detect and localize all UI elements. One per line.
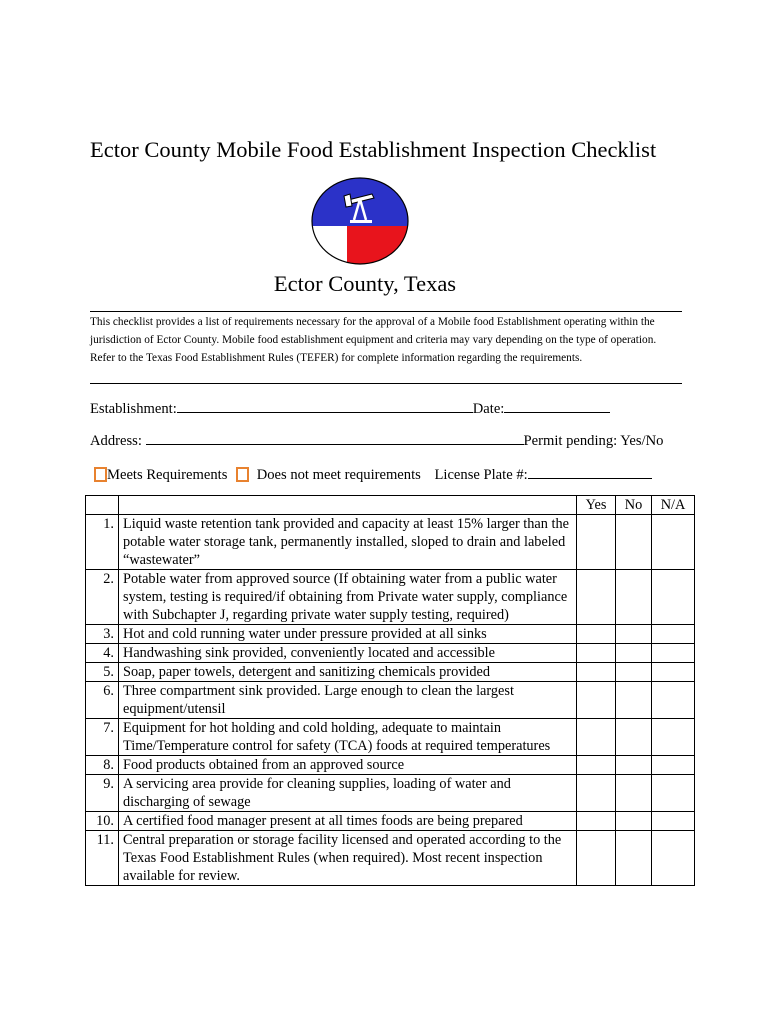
- table-row: [86, 644, 695, 663]
- intro-paragraph: This checklist provides a list of requirements necessary for the approval of a Mobile food Establishment operating within the jurisdiction of Ector County. Mobile food establishment equipment and criteria may vary depending on the type of operation. Refer to the Texas Food Establishment Rules (TEFER) for complete information regarding the requirements.: [90, 316, 657, 364]
- yes-cell[interactable]: [577, 515, 616, 570]
- establishment-row: [90, 398, 610, 418]
- table-row: [86, 831, 695, 886]
- yes-cell[interactable]: [577, 719, 616, 756]
- item-text: Hot and cold running water under pressure provided at all sinks: [119, 625, 577, 644]
- na-cell[interactable]: [652, 663, 695, 682]
- no-cell[interactable]: [616, 812, 652, 831]
- item-text: Handwashing sink provided, conveniently located and accessible: [119, 644, 577, 663]
- yes-cell[interactable]: [577, 756, 616, 775]
- item-text: Food products obtained from an approved source: [119, 756, 577, 775]
- item-number: 1.: [86, 515, 119, 570]
- establishment-label: Establishment:: [90, 401, 177, 417]
- table-row: [86, 682, 695, 719]
- na-cell[interactable]: [652, 682, 695, 719]
- no-cell[interactable]: [616, 831, 652, 886]
- page-title: Ector County Mobile Food Establishment Inspection Checklist: [90, 137, 657, 162]
- table-row: [86, 775, 695, 812]
- item-number: 4.: [86, 644, 119, 663]
- no-cell[interactable]: [616, 663, 652, 682]
- header-na: N/A: [652, 496, 695, 515]
- na-cell[interactable]: [652, 775, 695, 812]
- yes-cell[interactable]: [577, 682, 616, 719]
- table-row: [86, 663, 695, 682]
- no-cell[interactable]: [616, 570, 652, 625]
- divider: [90, 383, 682, 384]
- permit-pending-label: Permit pending: Yes/No: [523, 433, 664, 449]
- na-cell[interactable]: [652, 644, 695, 663]
- no-cell[interactable]: [616, 756, 652, 775]
- checklist-table: [85, 495, 695, 886]
- yes-cell[interactable]: [577, 663, 616, 682]
- no-cell[interactable]: [616, 719, 652, 756]
- yes-cell[interactable]: [577, 570, 616, 625]
- item-text: A servicing area provide for cleaning supplies, loading of water and discharging of sewage: [119, 775, 577, 812]
- yes-cell[interactable]: [577, 831, 616, 886]
- header-item-cell: [119, 496, 577, 515]
- address-field[interactable]: [146, 430, 524, 445]
- yes-cell[interactable]: [577, 775, 616, 812]
- item-number: 2.: [86, 570, 119, 625]
- table-row: [86, 756, 695, 775]
- divider: [90, 311, 682, 312]
- na-cell[interactable]: [652, 719, 695, 756]
- item-number: 6.: [86, 682, 119, 719]
- meets-requirements-label: Meets Requirements: [107, 467, 228, 483]
- table-row: [86, 719, 695, 756]
- no-cell[interactable]: [616, 682, 652, 719]
- item-text: Equipment for hot holding and cold holding, adequate to maintain Time/Temperature control for safety (TCA) foods at required temperatures: [119, 719, 577, 756]
- na-cell[interactable]: [652, 570, 695, 625]
- item-text: Three compartment sink provided. Large enough to clean the largest equipment/utensil: [119, 682, 577, 719]
- item-number: 8.: [86, 756, 119, 775]
- no-cell[interactable]: [616, 775, 652, 812]
- not-meets-checkbox[interactable]: [236, 467, 249, 482]
- not-meets-label: Does not meet requirements: [256, 467, 421, 483]
- table-row: [86, 625, 695, 644]
- na-cell[interactable]: [652, 831, 695, 886]
- item-text: Central preparation or storage facility licensed and operated according to the Texas Food Establishment Rules (when required). Most recent inspection available for review.: [119, 831, 577, 886]
- item-number: 5.: [86, 663, 119, 682]
- header-no: No: [616, 496, 652, 515]
- meets-requirements-checkbox[interactable]: [94, 467, 107, 482]
- table-row: [86, 812, 695, 831]
- item-text: Potable water from approved source (If obtaining water from a public water system, testing is required/if obtaining from Private water supply, compliance with Subchapter J, regarding private water supply testing, required): [119, 570, 577, 625]
- license-plate-label: License Plate #:: [434, 467, 528, 483]
- table-header-row: [86, 496, 695, 515]
- address-row: [90, 430, 663, 450]
- item-number: 7.: [86, 719, 119, 756]
- no-cell[interactable]: [616, 625, 652, 644]
- establishment-field[interactable]: [177, 398, 473, 413]
- checklist-body: [86, 515, 695, 886]
- address-label: Address:: [90, 433, 142, 449]
- na-cell[interactable]: [652, 515, 695, 570]
- na-cell[interactable]: [652, 625, 695, 644]
- header-yes: Yes: [577, 496, 616, 515]
- no-cell[interactable]: [616, 644, 652, 663]
- date-label: Date:: [472, 401, 505, 417]
- item-number: 10.: [86, 812, 119, 831]
- table-row: [86, 515, 695, 570]
- yes-cell[interactable]: [577, 812, 616, 831]
- na-cell[interactable]: [652, 756, 695, 775]
- date-field[interactable]: [504, 398, 610, 413]
- county-seal-logo: [310, 176, 410, 266]
- table-row: [86, 570, 695, 625]
- subtitle: Ector County, Texas: [273, 271, 457, 296]
- no-cell[interactable]: [616, 515, 652, 570]
- item-text: A certified food manager present at all times foods are being prepared: [119, 812, 577, 831]
- item-text: Liquid waste retention tank provided and capacity at least 15% larger than the potable water storage tank, permanently installed, sloped to drain and labeled “wastewater”: [119, 515, 577, 570]
- license-plate-field[interactable]: [528, 464, 652, 479]
- item-text: Soap, paper towels, detergent and sanitizing chemicals provided: [119, 663, 577, 682]
- status-row: [94, 464, 652, 484]
- item-number: 3.: [86, 625, 119, 644]
- item-number: 11.: [86, 831, 119, 886]
- yes-cell[interactable]: [577, 625, 616, 644]
- item-number: 9.: [86, 775, 119, 812]
- header-num-cell: [86, 496, 119, 515]
- yes-cell[interactable]: [577, 644, 616, 663]
- na-cell[interactable]: [652, 812, 695, 831]
